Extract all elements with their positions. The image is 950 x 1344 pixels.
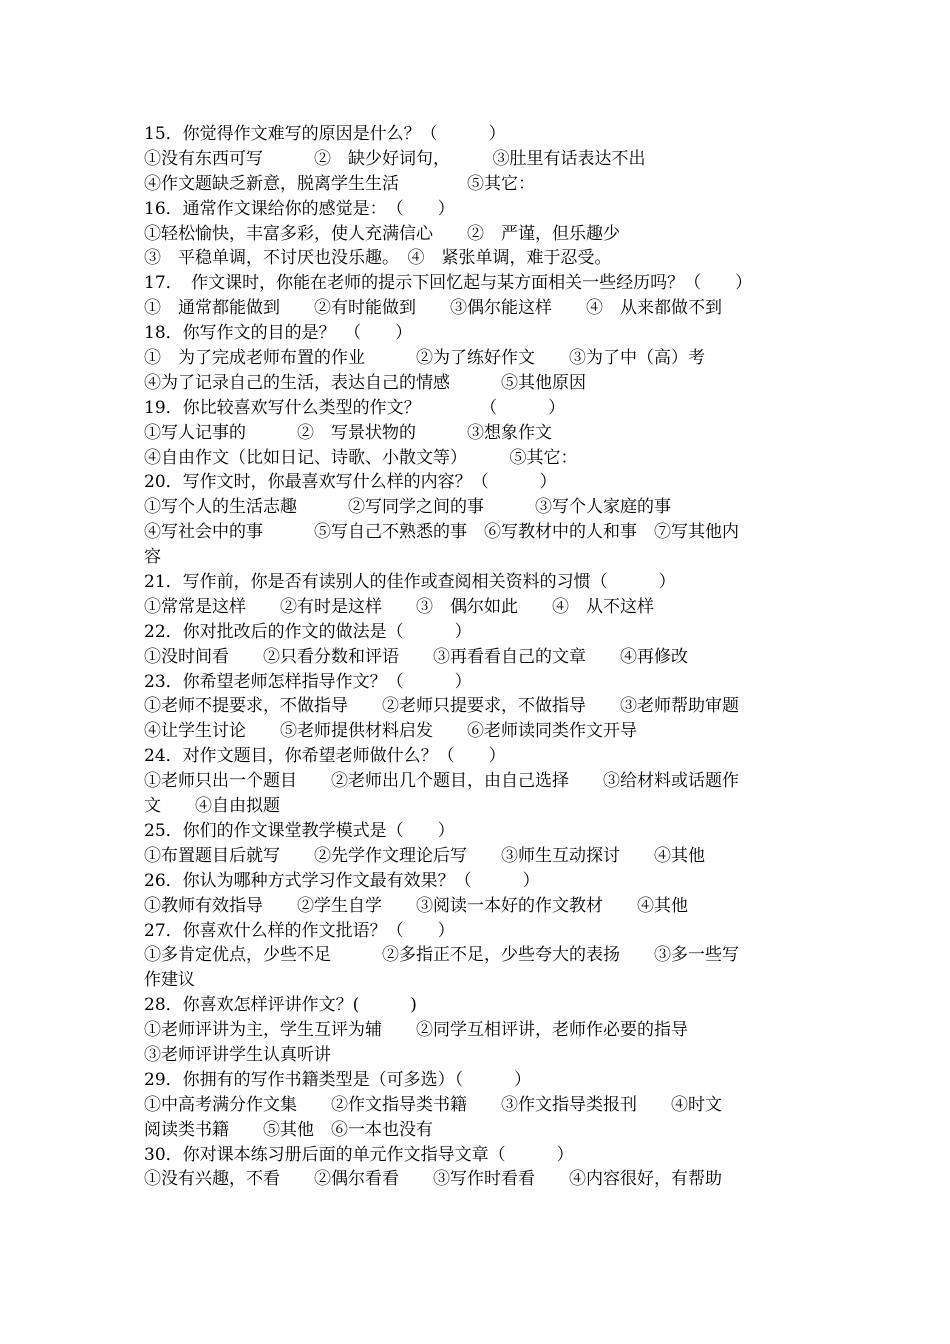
options-15-a: ①没有东西可写 ② 缺少好词句， ③肚里有话表达不出 — [144, 148, 646, 169]
question-27: 27．你喜欢什么样的作文批语？（ ） — [144, 920, 455, 941]
options-23-b: ④让学生讨论 ⑤老师提供材料启发 ⑥老师读同类作文开导 — [144, 721, 637, 742]
question-18: 18．你写作文的目的是？ （ ） — [144, 323, 413, 344]
options-28-a: ①老师评讲为主，学生互评为辅 ②同学互相评讲，老师作必要的指导 — [144, 1020, 688, 1041]
question-17: 17． 作文课时，你能在老师的提示下回忆起与某方面相关一些经历吗？（ ） — [144, 273, 753, 294]
options-26: ①教师有效指导 ②学生自学 ③阅读一本好的作文教材 ④其他 — [144, 895, 688, 916]
options-21: ①常常是这样 ②有时是这样 ③ 偶尔如此 ④ 从不这样 — [144, 596, 654, 617]
options-27-a: ①多肯定优点，少些不足 ②多指正不足，少些夸大的表扬 ③多一些写 — [144, 945, 739, 966]
question-25: 25．你们的作文课堂教学模式是（ ） — [144, 820, 455, 841]
options-25: ①布置题目后就写 ②先学作文理论后写 ③师生互动探讨 ④其他 — [144, 845, 705, 866]
options-30: ①没有兴趣，不看 ②偶尔看看 ③写作时看看 ④内容很好，有帮助 — [144, 1169, 722, 1190]
question-19: 19．你比较喜欢写什么类型的作文？ （ ） — [144, 397, 566, 418]
question-28: 28．你喜欢怎样评讲作文？( ) — [144, 995, 417, 1016]
options-19-b: ④自由作文（比如日记、诗歌、小散文等） ⑤其它： — [144, 447, 578, 468]
options-28-b: ③老师评讲学生认真听讲 — [144, 1044, 331, 1065]
options-17: ① 通常都能做到 ②有时能做到 ③偶尔能这样 ④ 从来都做不到 — [144, 298, 722, 319]
options-24-a: ①老师只出一个题目 ②老师出几个题目，由自己选择 ③给材料或话题作 — [144, 771, 739, 792]
question-24: 24．对作文题目，你希望老师做什么？（ ） — [144, 746, 506, 767]
options-15-b: ④作文题缺乏新意，脱离学生生活 ⑤其它： — [144, 173, 535, 194]
question-21: 21．写作前，你是否有读别人的佳作或查阅相关资料的习惯（ ） — [144, 572, 676, 593]
options-18-b: ④为了记录自己的生活，表达自己的情感 ⑤其他原因 — [144, 372, 586, 393]
question-29: 29．你拥有的写作书籍类型是（可多选）（ ） — [144, 1069, 532, 1090]
options-16-a: ①轻松愉快，丰富多彩，使人充满信心 ② 严谨，但乐趣少 — [144, 223, 620, 244]
question-23: 23．你希望老师怎样指导作文？（ ） — [144, 671, 472, 692]
options-20-c: 容 — [144, 547, 161, 568]
options-20-b: ④写社会中的事 ⑤写自己不熟悉的事 ⑥写教材中的人和事 ⑦写其他内 — [144, 522, 739, 543]
question-20: 20．写作文时，你最喜欢写什么样的内容？（ ） — [144, 472, 557, 493]
question-15: 15．你觉得作文难写的原因是什么？（ ） — [144, 124, 506, 144]
options-22: ①没时间看 ②只看分数和评语 ③再看看自己的文章 ④再修改 — [144, 646, 688, 667]
options-24-b: 文 ④自由拟题 — [144, 796, 280, 817]
options-27-b: 作建议 — [144, 970, 195, 991]
question-30: 30．你对课本练习册后面的单元作文指导文章（ ） — [144, 1144, 574, 1165]
question-16: 16．通常作文课给你的感觉是： （ ） — [144, 198, 455, 219]
options-29-b: 阅读类书籍 ⑤其他 ⑥一本也没有 — [144, 1119, 433, 1140]
options-19-a: ①写人记事的 ② 写景状物的 ③想象作文 — [144, 422, 552, 443]
options-29-a: ①中高考满分作文集 ②作文指导类书籍 ③作文指导类报刊 ④时文 — [144, 1094, 722, 1115]
options-16-b: ③ 平稳单调，不讨厌也没乐趣。 ④ 紧张单调，难于忍受。 — [144, 248, 612, 269]
question-26: 26．你认为哪种方式学习作文最有效果？（ ） — [144, 870, 540, 891]
options-18-a: ① 为了完成老师布置的作业 ②为了练好作文 ③为了中（高）考 — [144, 348, 705, 369]
document-page — [144, 122, 810, 1192]
options-20-a: ①写个人的生活志趣 ②写同学之间的事 ③写个人家庭的事 — [144, 497, 671, 518]
question-22: 22．你对批改后的作文的做法是（ ） — [144, 621, 472, 642]
options-23-a: ①老师不提要求，不做指导 ②老师只提要求，不做指导 ③老师帮助审题 — [144, 696, 739, 717]
